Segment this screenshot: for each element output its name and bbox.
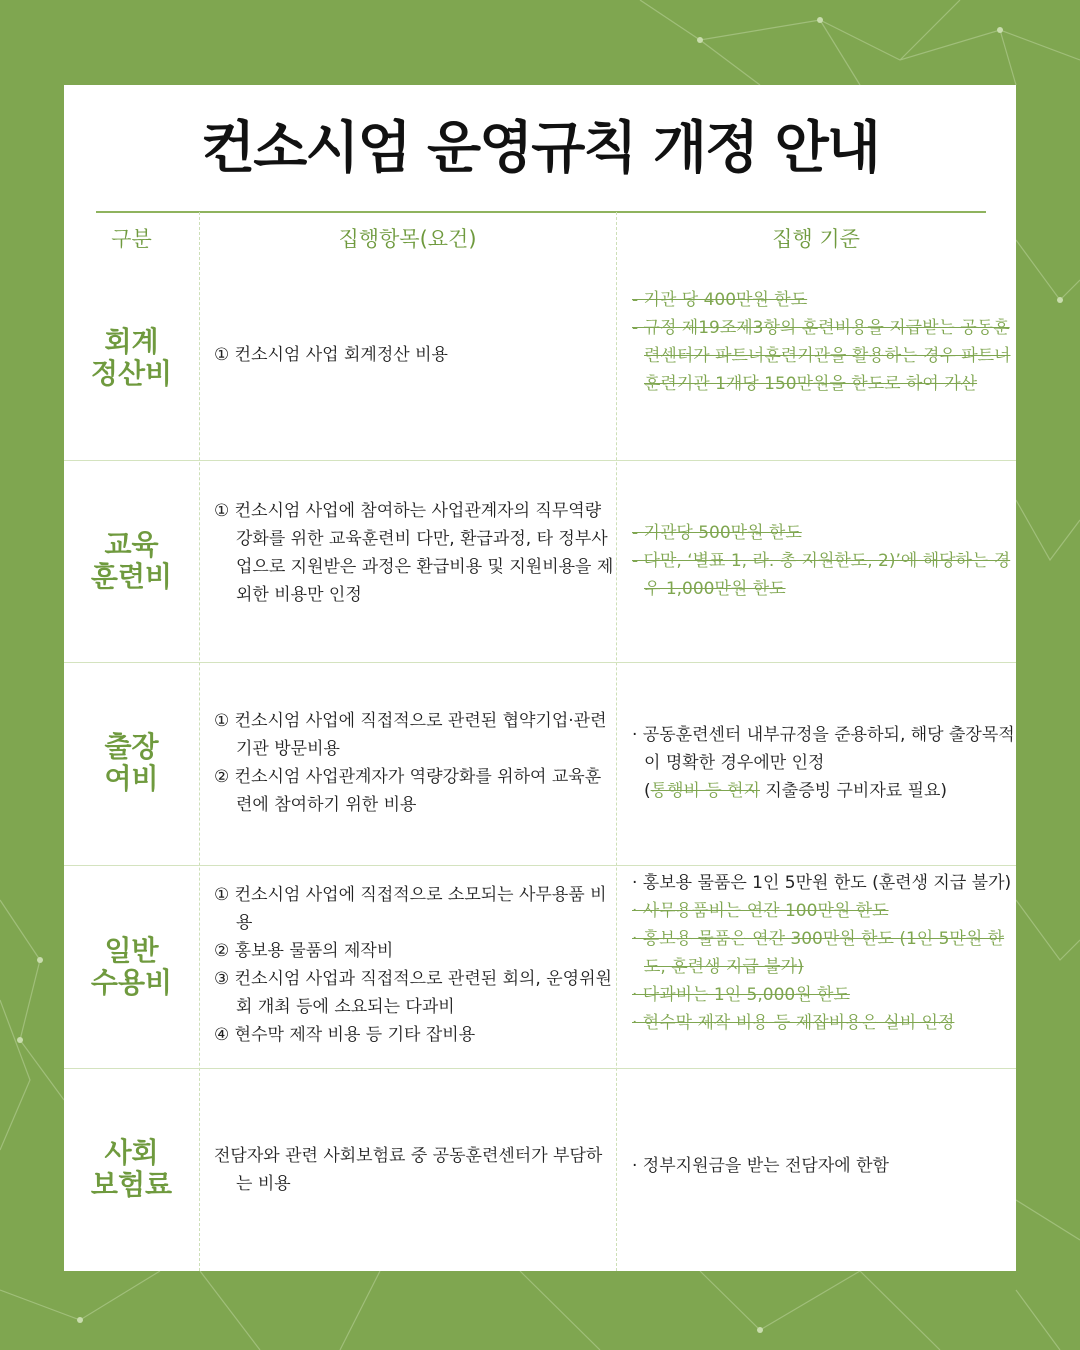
criteria-text: · 공동훈련센터 내부규정을 준용하되, 해당 출장목적이 명확한 경우에만 인정 <box>632 725 1015 773</box>
list-item: 전담자와 관련 사회보험료 중 공동훈련센터가 부담하는 비용 <box>214 1146 603 1194</box>
list-item: ① 컨소시엄 사업에 직접적으로 소모되는 사무용품 비용 <box>214 885 607 933</box>
notice-card <box>64 85 1016 1271</box>
list-item: · 다과비는 1인 5,000원 한도 <box>632 985 850 1005</box>
item-list <box>214 497 614 609</box>
category-label: 출장 여비 <box>104 730 159 795</box>
list-item: - 규정 제19조제3항의 훈련비용을 지급받는 공동훈련센터가 파트너훈련기관을 활용하는 경우 파트너훈련기관 1개당 150만원을 한도로 하여 가산 <box>632 318 1011 394</box>
criteria-struck-text: 통행비 등 현지 <box>650 781 760 801</box>
list-item: · 홍보용 물품은 연간 300만원 한도 (1인 5만원 한도, 훈련생 지급 불가) <box>632 929 1005 977</box>
list-item: ① 컨소시엄 사업에 참여하는 사업관계자의 직무역량 강화를 위한 교육훈련비 다만, 환급과정, 타 정부사업으로 지원받은 과정은 환급비용 및 지원비용을 제외한 비용만 인정 <box>214 501 614 605</box>
list-item: · 홍보용 물품은 1인 5만원 한도 (훈련생 지급 불가) <box>632 873 1012 893</box>
header-divider <box>96 211 986 213</box>
list-item: · 정부지원금을 받는 전담자에 한함 <box>632 1156 889 1176</box>
header-criteria: 집행 기준 <box>772 227 860 251</box>
list-item: ③ 컨소시엄 사업과 직접적으로 관련된 회의, 운영위원회 개최 등에 소요되는 다과비 <box>214 969 612 1017</box>
criteria-list <box>632 869 1012 1037</box>
item-list <box>214 341 614 369</box>
header-category: 구분 <box>111 227 152 251</box>
item-list <box>214 1142 614 1198</box>
list-item: ② 홍보용 물품의 제작비 <box>214 941 394 961</box>
criteria-list <box>632 519 1012 603</box>
page-title: 컨소시엄 운영규칙 개정 안내 <box>201 116 879 181</box>
header-items: 집행항목(요건) <box>338 227 477 251</box>
list-item: - 기관당 500만원 한도 <box>632 523 802 543</box>
criteria-list <box>632 286 1012 398</box>
list-item: - 다만, ‘별표 1, 라. 총 지원한도, 2)’에 해당하는 경우 1,000만원 한도 <box>632 551 1011 599</box>
category-label: 교육 훈련비 <box>90 528 173 593</box>
list-item: - 기관 당 400만원 한도 <box>632 290 808 310</box>
category-label: 사회 보험료 <box>90 1136 173 1201</box>
list-item: ④ 현수막 제작 비용 등 기타 잡비용 <box>214 1025 476 1045</box>
list-item: · 현수막 제작 비용 등 제잡비용은 실비 인정 <box>632 1013 955 1033</box>
criteria-list <box>632 1152 1012 1180</box>
list-item: ② 컨소시엄 사업관계자가 역량강화를 위하여 교육훈련에 참여하기 위한 비용 <box>214 767 602 815</box>
category-label: 일반 수용비 <box>90 934 173 999</box>
item-list <box>214 881 614 1049</box>
list-item: ① 컨소시엄 사업에 직접적으로 관련된 협약기업·관련기관 방문비용 <box>214 711 607 759</box>
criteria-open-paren: ( <box>644 781 651 801</box>
criteria-block <box>632 721 1024 805</box>
category-label: 회계 정산비 <box>90 325 173 390</box>
list-item: · 사무용품비는 연간 100만원 한도 <box>632 901 889 921</box>
list-item: ① 컨소시엄 사업 회계정산 비용 <box>214 345 448 365</box>
criteria-tail-text: 지출증빙 구비자료 필요) <box>759 781 948 801</box>
item-list <box>214 707 614 819</box>
